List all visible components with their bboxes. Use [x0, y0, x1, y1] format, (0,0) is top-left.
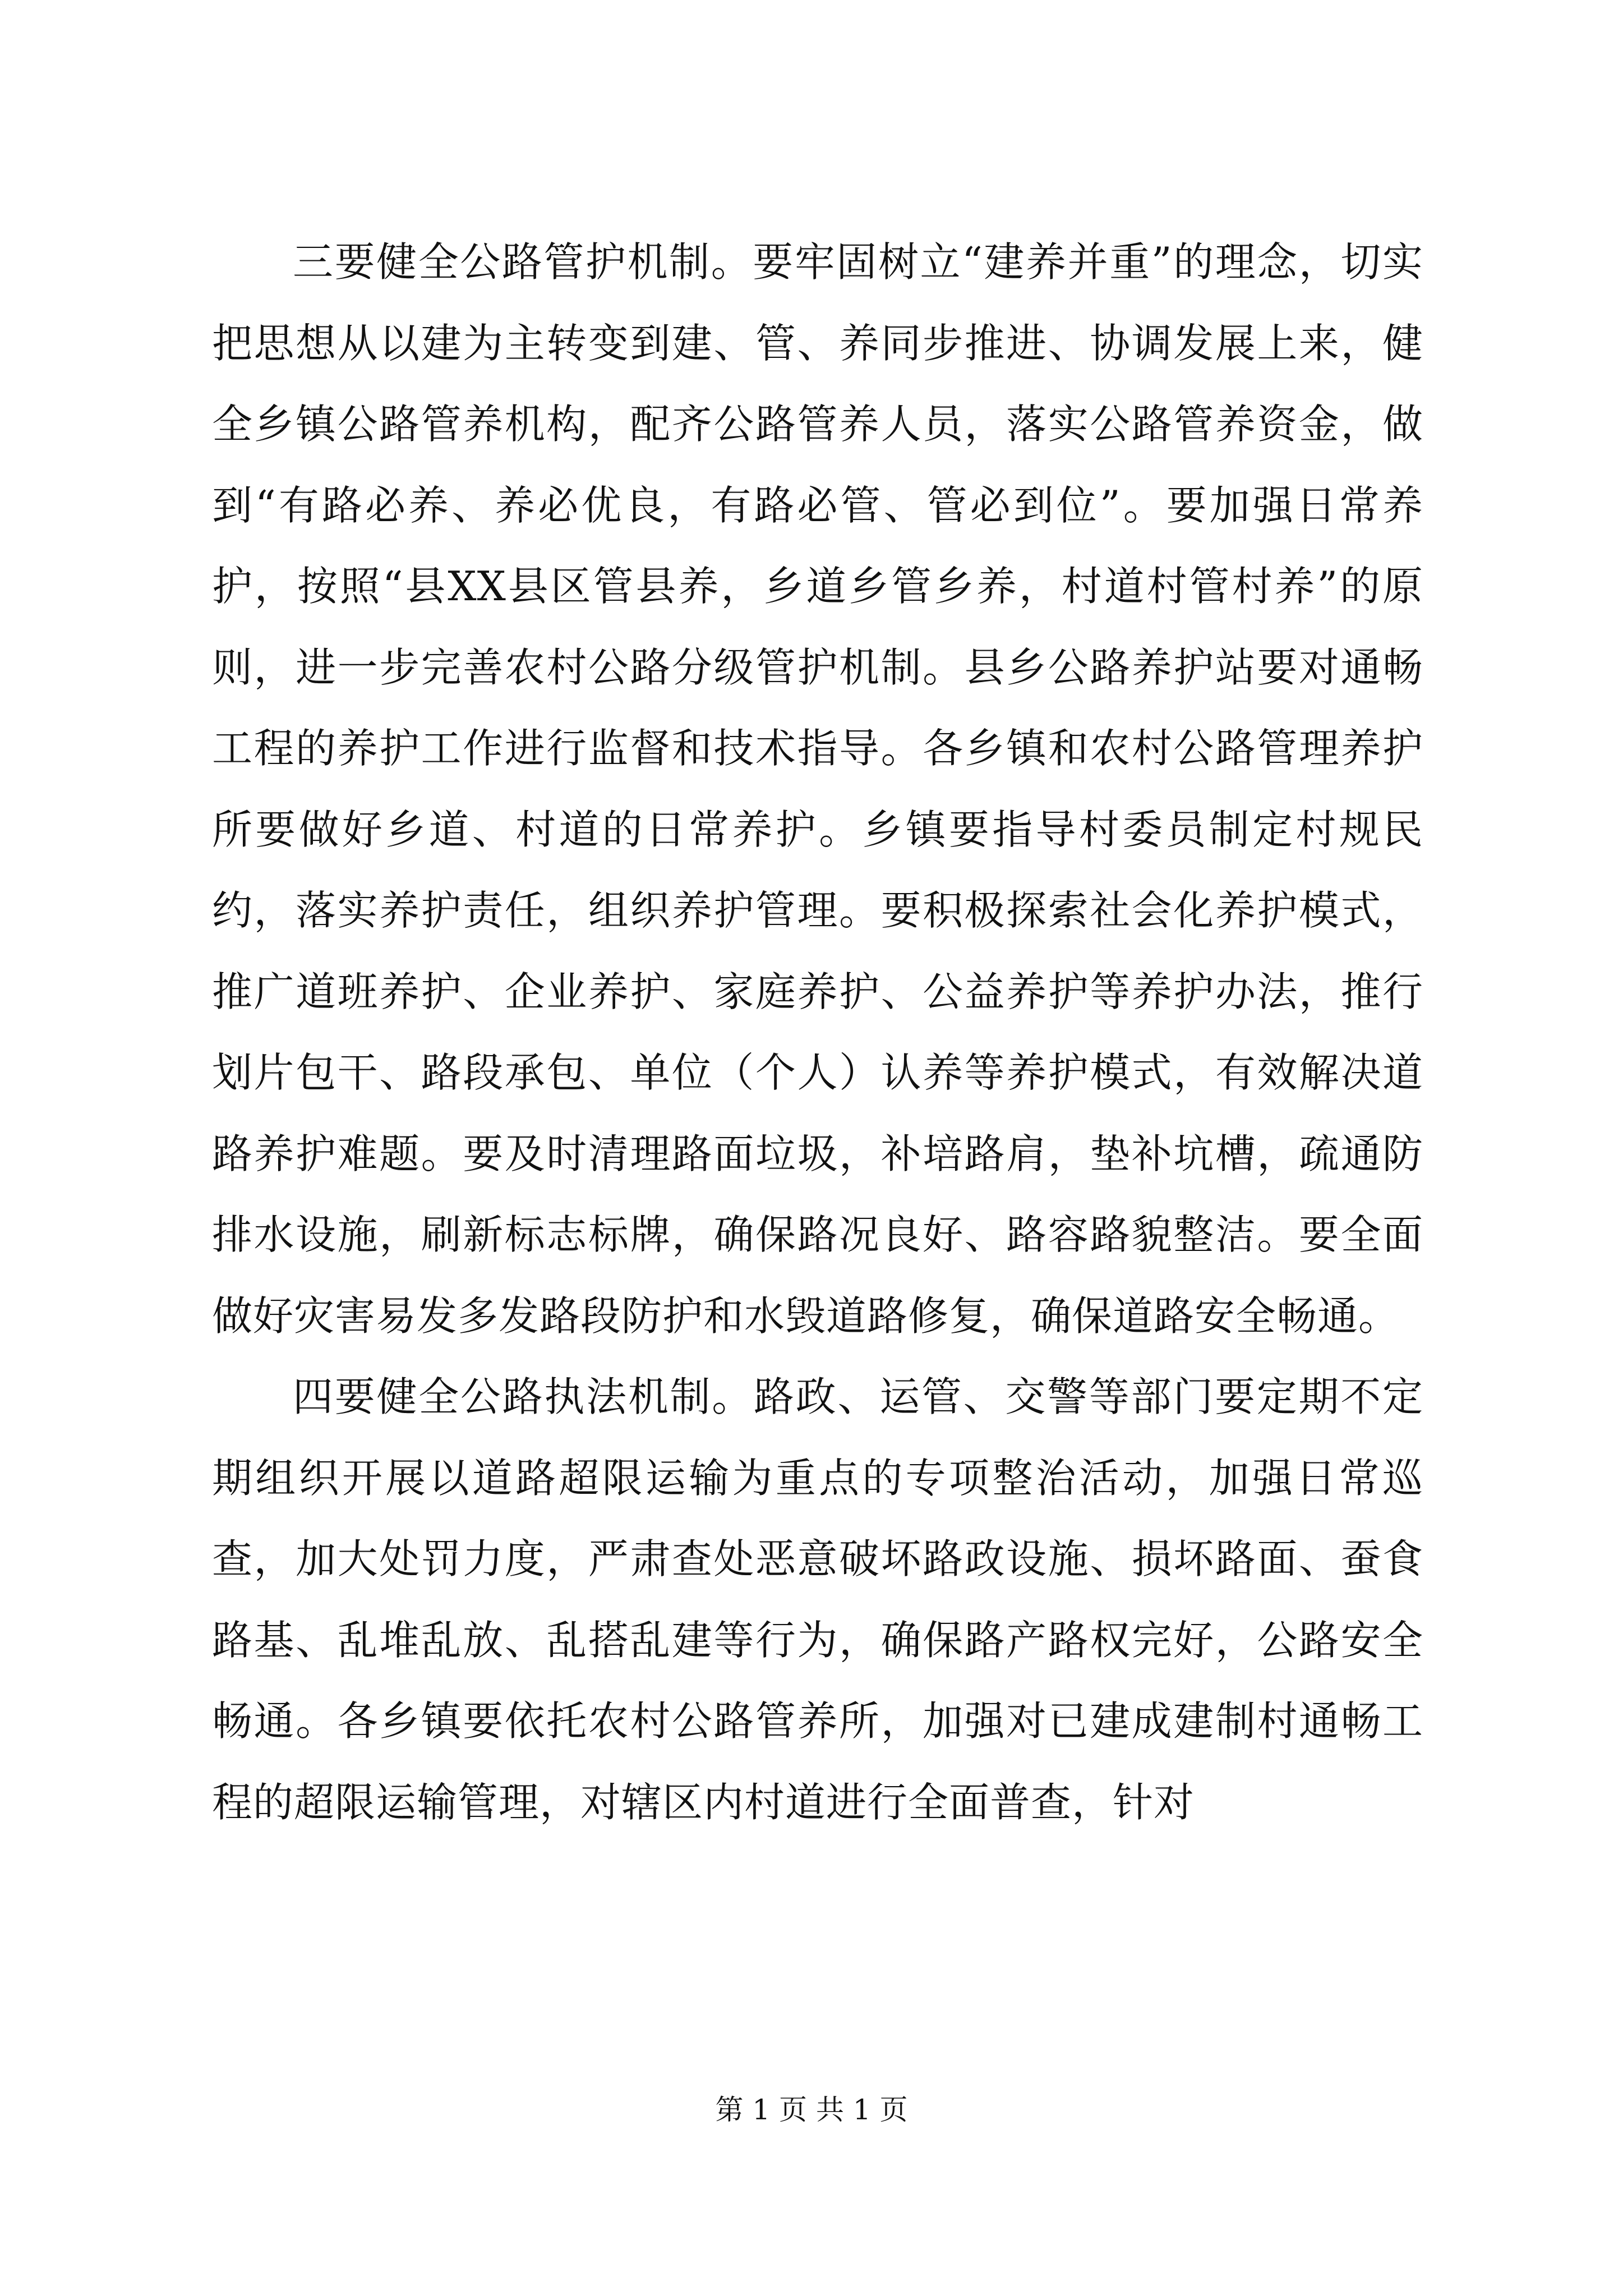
paragraph-road-law-enforcement: 四要健全公路执法机制。路政、运管、交警等部门要定期不定期组织开展以道路超限运输为重点的专项整治活动，加强日常巡查，加大处罚力度，严肃查处恶意破坏路政设施、损坏路面、蚕食路基、乱堆乱放、乱搭乱建等行为，确保路产路权完好，公路安全畅通。各乡镇要依托农村公路管养所，加强对已建成建制村通畅工程的超限运输管理，对辖区内村道进行全面普查，针对: [212, 1373, 1423, 1826]
document-body: [212, 222, 1423, 1843]
page-footer: 第 1 页 共 1 页: [715, 2093, 908, 2126]
paragraph-road-maintenance: 三要健全公路管护机制。要牢固树立“建养并重”的理念，切实把思想从以建为主转变到建、管、养同步推进、协调发展上来，健全乡镇公路管养机构，配齐公路管养人员，落实公路管养资金，做到“有路必养、养必优良，有路必管、管必到位”。要加强日常养护，按照“县XX县区管县养，乡道乡管乡养，村道村管村养”的原则，进一步完善农村公路分级管护机制。县乡公路养护站要对通畅工程的养护工作进行监督和技术指导。各乡镇和农村公路管理养护所要做好乡道、村道的日常养护。乡镇要指导村委员制定村规民约，落实养护责任，组织养护管理。要积极探索社会化养护模式，推广道班养护、企业养护、家庭养护、公益养护等养护办法，推行划片包干、路段承包、单位（个人）认养等养护模式，有效解决道路养护难题。要及时清理路面垃圾，补培路肩，垫补坑槽，疏通防排水设施，刷新标志标牌，确保路况良好、路容路貌整洁。要全面做好灾害易发多发路段防护和水毁道路修复，确保道路安全畅通。: [212, 238, 1423, 1340]
